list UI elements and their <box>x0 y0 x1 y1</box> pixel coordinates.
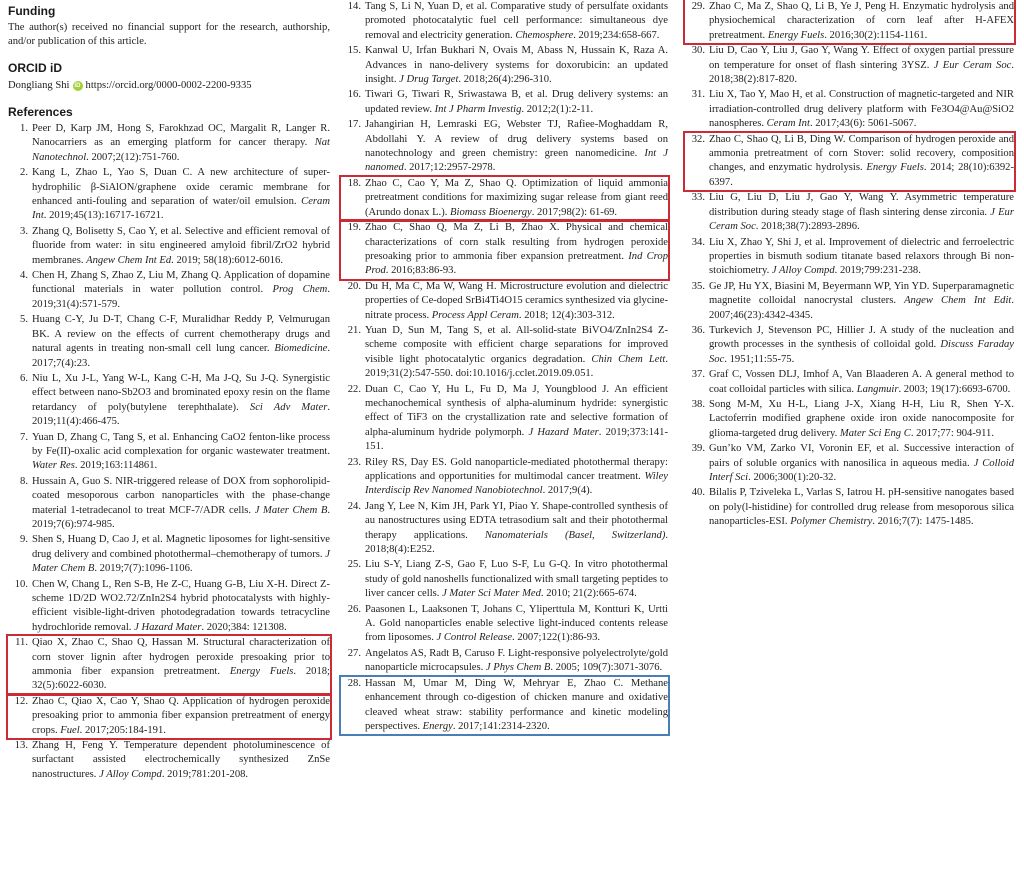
reference-item <box>8 225 330 268</box>
reference-item <box>8 166 330 224</box>
reference-details: . 2018; 12(4):303-312. <box>518 309 615 321</box>
reference-details: . 2012;2(1):2-11. <box>521 103 594 115</box>
reference-journal: Nanomaterials (Basel, Switzerland) <box>484 529 666 541</box>
reference-details: . 2017;43(6): 5061-5067. <box>809 118 917 130</box>
reference-number: 19. <box>347 222 361 234</box>
reference-journal: J Drug Target <box>399 74 459 86</box>
funding-text: The author(s) received no financial support for the research, authorship, and/or publication of this article. <box>8 22 330 47</box>
reference-text: Zhang H, Feng Y. Temperature dependent photoluminescence of surfactant assisted electrochemically synthesized ZnSe nanostructures. <box>32 740 330 780</box>
reference-text: Tang S, Li N, Yuan D, et al. Comparative study of persulfate oxidants promoted photocatalytic fuel cell performance: simultaneous dye removal and electricity generation. <box>365 1 668 41</box>
reference-item <box>341 324 668 382</box>
reference-details: . 2018;38(2):817-820. <box>709 59 1015 86</box>
reference-text: Song M-M, Xu H-L, Liang J-X, Xiang H-H, Liu R, Shen Y-X. Lactoferrin modified graphene oxide iron oxide nanocomposite for glioma-targeted drug delivery. <box>709 398 1014 439</box>
reference-text: Paasonen L, Laaksonen T, Johans C, Yliperttula M, Kontturi K, Urtti A. Gold nanoparticles enable selective light-induced contents release from liposomes. <box>365 603 668 644</box>
reference-journal: J Eur Ceram Soc <box>709 206 1014 233</box>
reference-journal: Process Appl Ceram <box>431 309 519 321</box>
reference-journal: Int J Pharm Investig <box>434 103 522 115</box>
reference-number: 30. <box>691 45 705 57</box>
reference-item <box>341 500 668 558</box>
reference-number: 17. <box>347 119 361 131</box>
middle-column <box>341 0 668 735</box>
reference-number: 24. <box>347 500 361 512</box>
reference-number: 31. <box>691 89 705 101</box>
reference-number: 38. <box>691 398 705 410</box>
reference-item <box>8 313 330 371</box>
reference-item <box>8 122 330 165</box>
reference-number: 12. <box>14 695 28 707</box>
references-heading: References <box>8 105 73 119</box>
reference-text: Zhao C, Shao Q, Li B, Ding W. Comparison of hydrogen peroxide and ammonia pretreatment of corn Stover: solid recovery, composition changes, and enzymatic hydrolysis. <box>709 133 1014 174</box>
reference-journal: Mater Sci Eng C <box>839 427 911 439</box>
reference-text: Niu L, Xu J-L, Yang W-L, Kang C-H, Ma J-Q, Su J-Q. Synergistic effect between nano-Sb2O3 and brominated epoxy resin on the flame retardancy of poly(butylene terephthalate). <box>32 372 330 413</box>
reference-number: 33. <box>691 192 705 204</box>
reference-details: . 2018;26(4):296-310. <box>458 74 552 86</box>
reference-details: . 2019;7(7):1096-1106. <box>94 563 193 575</box>
reference-item <box>685 280 1014 323</box>
reference-journal: Polymer Chemistry <box>790 516 873 528</box>
reference-details: . 2019;373:141-151. <box>365 426 668 453</box>
reference-number: 3. <box>20 225 28 237</box>
reference-number: 32. <box>691 133 705 145</box>
reference-text: Gun’ko VM, Zarko VI, Voronin EF, et al. Successive interaction of pairs of soluble organics with nanosilica in aqueous media. <box>709 443 1014 469</box>
reference-number: 2. <box>20 167 28 179</box>
reference-number: 39. <box>691 443 705 455</box>
reference-journal: J Eur Ceram Soc <box>933 59 1012 71</box>
reference-text: Bilalis P, Tzivelekа L, Varlas S, Iatrou H. pH-sensitive nanogates based on poly(l-histidine) for controlled drug release from mesoporous silica nanoparticles-ESI. <box>709 487 1014 528</box>
reference-details: . 2017;12:2957-2978. <box>403 162 496 174</box>
reference-text: Riley RS, Day ES. Gold nanoparticle-mediated photothermal therapy: applications and opportunities for multimodal cancer treatment. <box>365 456 668 482</box>
reference-item <box>8 431 330 474</box>
reference-item <box>685 398 1014 441</box>
reference-number: 20. <box>347 280 361 292</box>
reference-number: 1. <box>20 123 28 134</box>
reference-journal: J Hazard Mater <box>528 426 599 438</box>
reference-text: Yuan D, Sun M, Tang S, et al. All-solid-state BiVO4/ZnIn2S4 Z-scheme composite with efficient charge separations for improved visible light photocatalytic organics degradation. <box>365 324 668 365</box>
reference-details: . 2014; 28(10):6392-6397. <box>709 162 1015 188</box>
reference-item <box>8 578 330 636</box>
reference-text: Turkevich J, Stevenson PC, Hillier J. A study of the nucleation and growth processes in the synthesis of colloidal gold. <box>709 324 1014 351</box>
reference-list-col2 <box>341 0 668 734</box>
reference-item <box>341 280 668 323</box>
reference-details: . 2010; 21(2):665-674. <box>540 588 637 600</box>
reference-list-col1 <box>8 122 330 782</box>
reference-text: Kanwal U, Irfan Bukhari N, Ovais M, Abass N, Hussain K, Raza A. Advances in nano-delivery systems for doxorubicin: an updated insight. <box>365 45 668 86</box>
reference-journal: Sci Adv Mater <box>249 401 328 413</box>
highlighted-reference-item <box>341 677 668 735</box>
reference-details: . 2017;7(4):23. <box>32 343 330 369</box>
reference-item <box>685 191 1014 234</box>
reference-list-col3 <box>685 0 1014 530</box>
reference-details: . 2019; 58(18):6012-6016. <box>171 254 283 266</box>
reference-journal: Ceram Int <box>32 196 330 222</box>
reference-journal: Fuel <box>60 724 80 736</box>
orcid-link[interactable]: https://orcid.org/0000-0002-2200-9335 <box>85 80 252 91</box>
reference-item <box>685 44 1014 87</box>
reference-details: . 2016;30(2):1154-1161. <box>824 29 928 41</box>
reference-text: Yuan D, Zhang C, Tang S, et al. Enhancing CaO2 fenton-like process by Fe(II)-oxalic acid complexation for organic wastewater treatment. <box>32 431 330 457</box>
reference-details: . 2005; 109(7):3071-3076. <box>550 662 663 674</box>
highlighted-reference-item <box>341 177 668 220</box>
reference-details: . 2019;781:201-208. <box>161 768 249 780</box>
reference-item <box>341 456 668 499</box>
reference-journal: J Mater Chem B <box>254 504 328 516</box>
reference-details: . 2007;2(12):751-760. <box>86 151 180 163</box>
reference-details: . 2017;205:184-191. <box>79 724 166 736</box>
reference-details: . 2019;11(4):466-475. <box>32 401 330 428</box>
reference-journal: Energy Fuels <box>767 29 825 41</box>
reference-details: . 2019;234:658-667. <box>573 29 660 41</box>
reference-text: Liu X, Tao Y, Mao H, et al. Construction of magnetic-targeted and NIR irradiation-controlled drug delivery platform with Fe3O4@Au@SiO2 nanospheres. <box>709 89 1014 130</box>
reference-journal: J Control Release <box>436 632 513 644</box>
reference-number: 22. <box>347 383 361 395</box>
reference-item <box>8 372 330 430</box>
reference-journal: Chemosphere <box>515 29 574 41</box>
reference-number: 34. <box>691 236 705 248</box>
reference-text: Shen S, Huang D, Cao J, et al. Magnetic liposomes for light-sensitive drug delivery and combined photothermal–chemotherapy of tumors. <box>32 534 330 560</box>
reference-item <box>685 486 1014 529</box>
reference-details: . 2017;98(2): 61-69. <box>531 206 618 218</box>
reference-journal: Angew Chem Int Edit <box>904 295 1012 307</box>
reference-journal: Ceram Int <box>766 118 810 130</box>
reference-journal: Chin Chem Lett <box>591 353 666 365</box>
reference-journal: Wiley Interdiscip Rev Nanomed Nanobiotechnol <box>365 471 668 497</box>
highlighted-reference-item <box>685 0 1014 43</box>
orcid-heading: ORCID iD <box>8 61 62 75</box>
reference-text: Zhao C, Cao Y, Ma Z, Shao Q. Optimization of liquid ammonia pretreatment conditions for maximizing sugar release from giant reed (Arundo donax L.). <box>365 177 668 218</box>
reference-text: Hussain A, Guo S. NIR-triggered release of DOX from sophorolipid-coated mesoporous carbon nanoparticles with the phase-change material 1-tetradecanol to treat MCF-7/ADR cells. <box>32 475 330 516</box>
reference-number: 16. <box>347 89 361 101</box>
reference-journal: Discuss Faraday Soc <box>709 339 1015 365</box>
reference-item <box>341 603 668 646</box>
reference-number: 9. <box>20 534 28 546</box>
reference-journal: Ind Crop Prod <box>365 250 668 277</box>
reference-details: . 2017;141:2314-2320. <box>452 720 550 732</box>
reference-details: . 2017;77: 904-911. <box>910 427 995 439</box>
reference-text: Zhao C, Qiao X, Cao Y, Shao Q. Application of hydrogen peroxide presoaking prior to ammonia fiber expansion pretreatment of energy crops. <box>32 695 330 736</box>
reference-number: 15. <box>347 45 361 57</box>
reference-number: 10. <box>14 578 28 590</box>
highlighted-reference-item <box>8 695 330 738</box>
reference-text: Chen H, Zhang S, Zhao Z, Liu M, Zhang Q. Application of dopamine functional materials in water pollution control. <box>32 270 330 296</box>
reference-journal: J Hazard Mater <box>134 621 202 633</box>
reference-item <box>8 739 330 782</box>
reference-journal: Angew Chem Int Ed <box>86 254 172 266</box>
reference-journal: J Alloy Compd <box>99 768 162 780</box>
reference-text: Graf C, Vossen DLJ, Imhof A, Van Blaaderen A. A general method to coat colloidal particles with silica. <box>709 369 1014 395</box>
reference-text: Liu S-Y, Liang Z-S, Gao F, Luo S-F, Lu G-Q. In vitro photothermal study of gold nanoshells functionalized with small targeting peptides to liver cancer cells. <box>365 559 668 600</box>
reference-details: . 2006;300(1):20-32. <box>748 472 837 483</box>
reference-journal: Energy Fuels <box>866 162 924 174</box>
reference-journal: Energy <box>422 720 453 732</box>
reference-details: . 2018; 32(5):6022-6030. <box>32 666 330 692</box>
highlighted-reference-item <box>341 221 668 279</box>
reference-text: Tiwari G, Tiwari R, Sriwastawa B, et al. Drug delivery systems: an updated review. <box>365 89 668 115</box>
highlighted-reference-item <box>8 636 330 694</box>
reference-number: 27. <box>347 647 361 659</box>
reference-details: . 2007;122(1):86-93. <box>512 632 601 644</box>
reference-number: 25. <box>347 559 361 571</box>
orcid-author-name: Dongliang Shi <box>8 80 70 91</box>
reference-number: 36. <box>691 324 705 336</box>
reference-text: Huang C-Y, Ju D-T, Chang C-F, Muralidhar Reddy P, Velmurugan BK. A review on the effects of current chemotherapy drugs and natural agents in treating non-small cell lung cancer. <box>32 314 330 355</box>
reference-journal: Energy Fuels <box>229 666 294 678</box>
highlighted-reference-item <box>685 133 1014 191</box>
funding-heading: Funding <box>8 4 56 18</box>
reference-text: Liu D, Cao Y, Liu J, Gao Y, Wang Y. Effect of oxygen partial pressure on temperature for onset of flash sintering 3YSZ. <box>709 45 1014 71</box>
reference-number: 26. <box>347 603 361 615</box>
reference-details: . 1951;11:55-75. <box>724 353 795 365</box>
reference-number: 6. <box>20 372 28 384</box>
reference-number: 29. <box>691 1 705 12</box>
reference-item <box>341 0 668 43</box>
reference-details: . 2019;31(2):547-550. doi:10.1016/j.cclet.2019.09.051. <box>365 353 668 380</box>
reference-number: 21. <box>347 324 361 336</box>
reference-item <box>341 88 668 117</box>
reference-details: . 2018;38(7):2893-2896. <box>755 221 860 233</box>
reference-number: 28. <box>347 677 361 689</box>
reference-details: . 2019;7(6):974-985. <box>32 504 330 530</box>
reference-text: Jang Y, Lee N, Kim JH, Park YI, Piao Y. Shape-controlled synthesis of au nanostructures using EDTA tetrasodium salt and their photothermal therapy applications. <box>365 500 668 541</box>
reference-number: 37. <box>691 369 705 381</box>
reference-item <box>685 236 1014 279</box>
reference-number: 11. <box>15 637 28 649</box>
reference-details: . 2019;163:114861. <box>74 460 158 472</box>
orcid-line <box>8 79 330 93</box>
reference-text: Du H, Ma C, Ma W, Wang H. Microstructure evolution and dielectric properties of Ce-doped SrBi4Ti4O15 ceramics synthesized via glycine-nitrate process. <box>365 280 668 321</box>
reference-number: 18. <box>347 177 361 189</box>
reference-item <box>685 368 1014 397</box>
reference-item <box>8 475 330 533</box>
reference-text: Angelatos AS, Radt B, Caruso F. Light-responsive polyelectrolyte/gold nanoparticle microcapsules. <box>365 647 668 674</box>
reference-journal: Int J nanomed <box>365 148 668 174</box>
reference-text: Liu X, Zhao Y, Shi J, et al. Improvement of dielectric and ferroelectric properties in bismuth sodium titanate based relaxors through Bi non-stoichiometry. <box>709 236 1014 277</box>
reference-item <box>341 647 668 676</box>
reference-journal: Biomedicine <box>274 343 328 355</box>
reference-details: . 2020;384: 121308. <box>201 621 287 633</box>
reference-journal: J Mater Chem B <box>32 548 330 575</box>
reference-journal: Prog Chem <box>272 284 328 296</box>
reference-text: Duan C, Cao Y, Hu L, Fu D, Ma J, Youngblood J. An efficient mechanochemical synthesis of alpha-aluminum hydride: synergistic effect of TiF3 on the crystallization rate and selective formation of alpha-aluminum hydride polymorph. <box>365 383 668 438</box>
reference-number: 35. <box>691 280 705 292</box>
reference-item <box>341 118 668 176</box>
reference-number: 40. <box>691 487 705 499</box>
reference-text: Chen W, Chang L, Ren S-B, He Z-C, Huang G-B, Liu X-H. Direct Z-scheme 1D/2D WO2.72/ZnIn2S4 hybrid photocatalysts with highly-efficient visible-light-driven photodegradation towards tetracycline hydrochloride removal. <box>32 578 330 633</box>
reference-text: Ge JP, Hu YX, Biasini M, Beyermann WP, Yin YD. Superparamagnetic magnetite colloidal nanocrystal clusters. <box>709 280 1014 307</box>
reference-journal: J Colloid Interf Sci <box>709 457 1015 483</box>
reference-item <box>8 269 330 312</box>
reference-details: . 2017;9(4). <box>542 485 593 497</box>
reference-number: 4. <box>20 270 28 282</box>
reference-number: 23. <box>347 456 361 468</box>
reference-text: Liu G, Liu D, Liu J, Gao Y, Wang Y. Asymmetric temperature distribution during steady stage of flash sintering dense zirconia. <box>709 192 1014 218</box>
reference-text: Zhao C, Ma Z, Shao Q, Li B, Ye J, Peng H. Enzymatic hydrolysis and physiochemical characterization of corn leaf after H-AFEX pretreatment. <box>709 1 1014 41</box>
right-column <box>685 0 1014 531</box>
reference-number: 8. <box>20 475 28 487</box>
reference-number: 13. <box>14 740 28 752</box>
reference-text: Qiao X, Zhao C, Shao Q, Hassan M. Structural characterization of corn stover lignin after hydrogen peroxide presoaking prior to ammonia fiber expansion pretreatment. <box>32 637 330 678</box>
reference-text: Kang L, Zhao L, Yao S, Duan C. A new architecture of super-hydrophilic β-SiAlON/graphene oxide ceramic membrane for enhanced anti-fouling and separation of water/oil emulsion. <box>32 167 330 208</box>
reference-number: 5. <box>20 314 28 326</box>
reference-number: 7. <box>20 431 28 443</box>
reference-details: . 2016;7(7): 1475-1485. <box>872 516 974 528</box>
reference-journal: Nat Nanotechnol <box>32 137 330 163</box>
reference-details: . 2016;83:86-93. <box>385 265 457 277</box>
reference-details: . 2019;31(4):571-579. <box>32 284 330 310</box>
reference-text: Peer D, Karp JM, Hong S, Farokhzad OC, Margalit R, Langer R. Nanocarriers as an emerging platform for cancer therapy. <box>32 123 330 149</box>
reference-details: . 2003; 19(17):6693-6700. <box>898 383 1011 395</box>
reference-number: 14. <box>347 1 361 12</box>
reference-details: . 2019;45(13):16717-16721. <box>43 210 164 222</box>
reference-item <box>685 324 1014 367</box>
reference-text: Jahangirian H, Lemraski EG, Webster TJ, Rafiee-Moghaddam R, Abdollahi Y. A review of drug delivery systems based on nanotechnology and green chemistry: green nanomedicine. <box>365 119 668 160</box>
orcid-icon: iD <box>74 83 81 89</box>
reference-journal: J Mater Sci Mater Med <box>442 588 541 600</box>
reference-item <box>341 44 668 87</box>
reference-item <box>685 442 1014 485</box>
reference-journal: J Phys Chem B <box>485 662 551 674</box>
reference-item <box>685 88 1014 131</box>
reference-item <box>341 383 668 455</box>
reference-item <box>8 533 330 576</box>
left-column <box>8 0 330 783</box>
reference-text: Hassan M, Umar M, Ding W, Mehryar E, Zhao C. Methane enhancement through co-digestion of chicken manure and oxidative cleaved wheat straw: stability performance and kinetic modeling perspectives. <box>365 677 668 732</box>
reference-details: . 2019;799:231-238. <box>834 265 921 277</box>
reference-text: Zhang Q, Bolisetty S, Cao Y, et al. Selective and efficient removal of fluoride from water: in situ engineered amyloid fibril/ZrO2 hybrid membranes. <box>32 225 330 266</box>
reference-details: . 2018;8(4):E252. <box>365 529 669 556</box>
reference-journal: Biomass Bioenergy <box>450 206 532 218</box>
reference-details: . 2007;46(23):4342-4345. <box>709 295 1014 321</box>
reference-journal: Water Res <box>32 460 75 472</box>
reference-item <box>341 558 668 601</box>
reference-journal: J Alloy Compd <box>771 265 835 277</box>
reference-journal: Langmuir <box>856 383 899 395</box>
reference-text: Zhao C, Shao Q, Ma Z, Li B, Zhao X. Physical and chemical characterizations of corn stalk resulting from hydrogen peroxide presoaking prior to ammonia fiber expansion pretreatment. <box>365 222 668 262</box>
